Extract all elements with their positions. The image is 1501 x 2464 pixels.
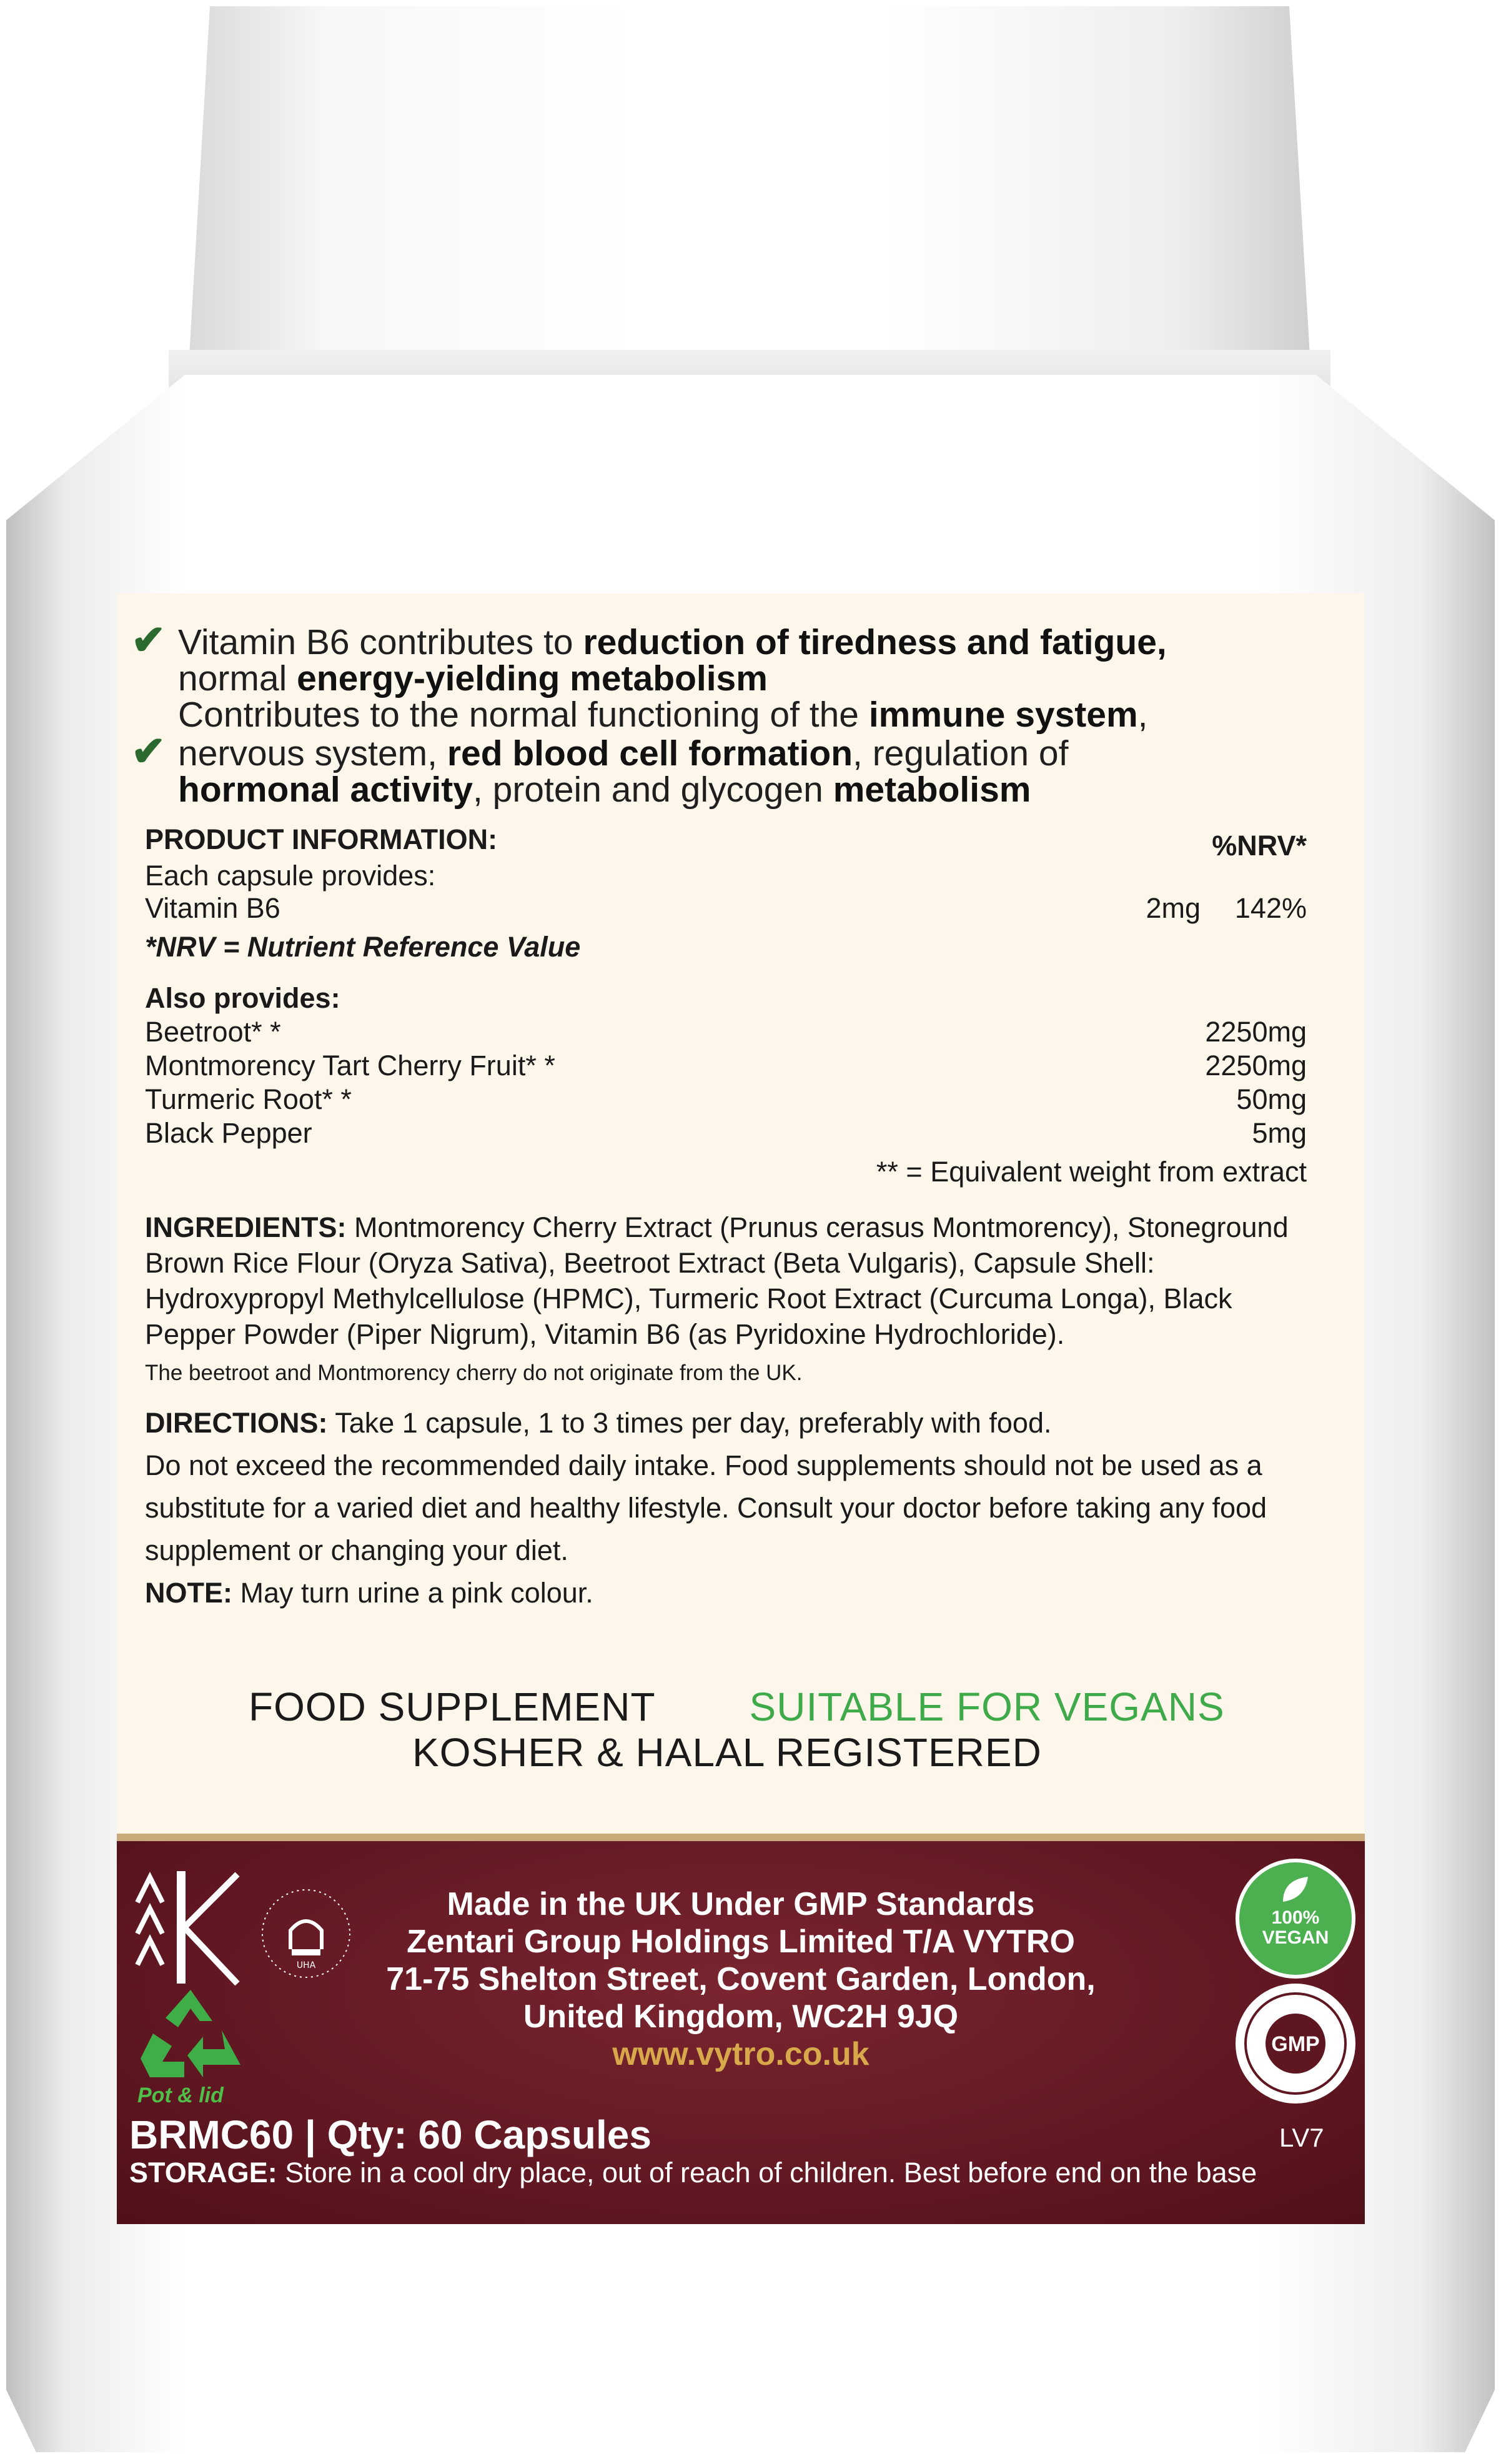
extract-footnote: ** = Equivalent weight from extract [876,1156,1307,1188]
claim-line-2: normal energy-yielding metabolism [178,658,768,698]
also-provides-row: Black Pepper 5mg [145,1117,1307,1149]
vitamin-b6-nrv: 142% [1234,892,1307,924]
claim-line-5: hormonal activity, protein and glycogen metabolism [178,770,1031,810]
vegan-badge: 100% VEGAN [1236,1859,1355,1979]
supplement-badges: FOOD SUPPLEMENT SUITABLE FOR VEGANS [249,1684,1225,1729]
svg-text:GMP: GMP [1271,2032,1320,2056]
vitamin-b6-row: Vitamin B6 2mg 142% [145,892,1307,924]
website-link[interactable]: www.vytro.co.uk [612,2036,869,2072]
claim-line-3: Contributes to the normal functioning of the immune system, [178,695,1148,735]
each-capsule-label: Each capsule provides: [145,860,436,892]
nrv-header: %NRV* [1212,830,1307,862]
made-in-uk: Made in the UK Under GMP Standards [447,1886,1035,1922]
product-info-header: PRODUCT INFORMATION: %NRV* [145,823,1307,862]
vitamin-b6-amount: 2mg [1146,892,1201,924]
address-line-1: 71-75 Shelton Street, Covent Garden, London, [386,1961,1096,1997]
svg-text:UHA: UHA [296,1960,316,1970]
storage-instructions: STORAGE: Store in a cool dry place, out of reach of children. Best before end on the base [129,2157,1257,2188]
address-line-2: United Kingdom, WC2H 9JQ [523,1999,959,2035]
also-provides-heading: Also provides: [145,982,340,1014]
leaf-icon [1277,1874,1314,1905]
directions-block: DIRECTIONS: Take 1 capsule, 1 to 3 times per day, preferably with food. Do not exceed the recommended daily intake. Food supplements should not be used as a substitute for a varied diet and healthy lifestyle. Consult your doctor before taking any food supplement or changing your diet. NOTE: May turn urine a pink colour. [145,1407,1267,1609]
also-provides-row: Turmeric Root* * 50mg [145,1083,1307,1115]
ingredients-block: INGREDIENTS: Montmorency Cherry Extract (Prunus cerasus Montmorency), Stoneground Brown Rice Flour (Oryza Sativa), Beetroot Extract (Beta Vulgaris), Capsule Shell: Hydroxypropyl Methylcellulose (HPMC), Turmeric Root Extract (Curcuma Longa), Black Pepper Powder (Piper Nigrum), Vitamin B6 (as Pyridoxine Hydrochloride). [145,1211,1289,1350]
kosher-halal-text: KOSHER & HALAL REGISTERED [412,1730,1042,1775]
claim-line-4: ✔ nervous system, red blood cell formation, regulation of [131,728,1069,774]
also-provides-row: Beetroot* * 2250mg [145,1016,1307,1048]
pot-lid-label: Pot & lid [137,2084,224,2107]
footer-divider [117,1834,1365,1841]
gmp-badge [1236,1984,1355,2104]
origin-note: The beetroot and Montmorency cherry do not originate from the UK. [145,1361,803,1385]
bottle-cap [187,6,1312,387]
nrv-note: *NRV = Nutrient Reference Value [145,931,581,963]
gmp-seal-icon [1239,1987,1352,2100]
health-claims [131,617,1318,810]
company-name: Zentari Group Holdings Limited T/A VYTRO [407,1924,1075,1960]
checkmark-icon: ✔ [131,617,166,663]
claim-line-1: ✔ Vitamin B6 contributes to reduction of tiredness and fatigue, [131,617,1167,663]
also-provides-row: Montmorency Tart Cherry Fruit* * 2250mg [145,1050,1307,1081]
lot-code: LV7 [1279,2123,1324,2152]
sku-quantity: BRMC60 | Qty: 60 Capsules [129,2112,651,2157]
checkmark-icon: ✔ [131,728,166,774]
